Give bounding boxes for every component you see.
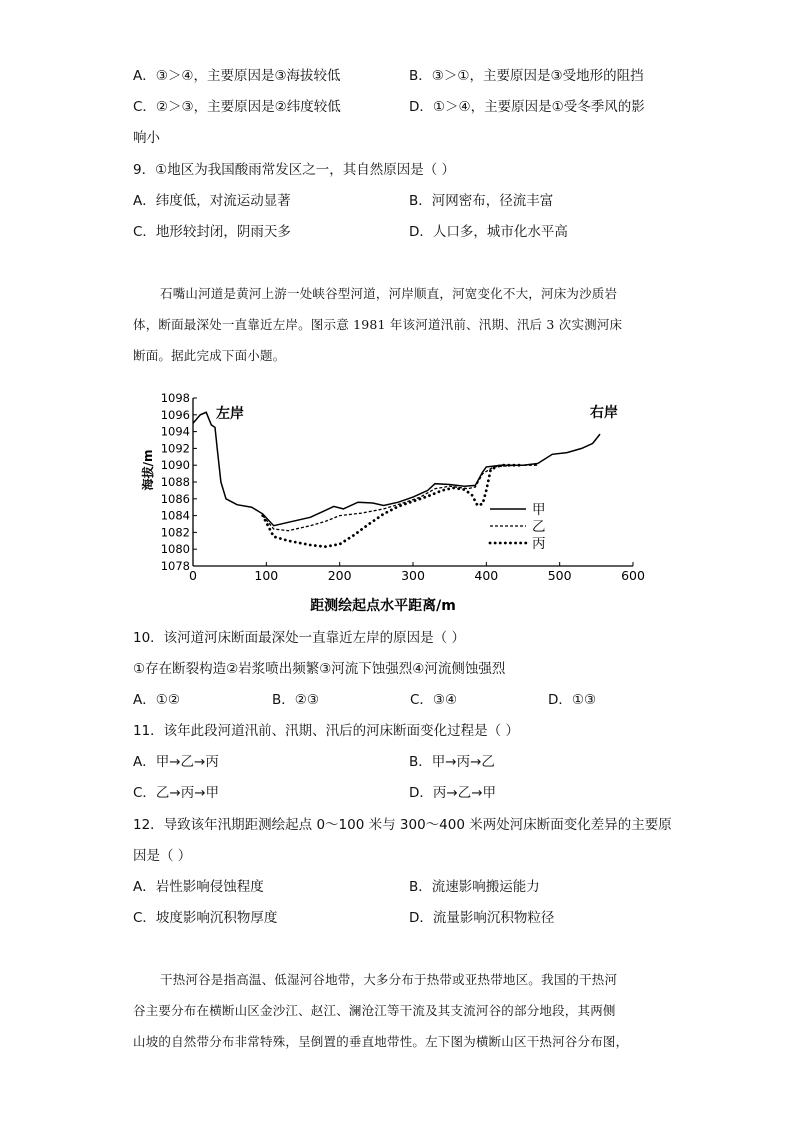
q12-stem-cont: 因是（ ） [133,848,192,864]
q12-stem: 12．导致该年汛期距测绘起点 0～100 米与 300～400 米两处河床断面变化差异的主要原 [133,817,672,833]
q11-option-d: D．丙→乙→甲 [409,785,497,801]
y-tick-label: 1094 [160,424,190,439]
q9-option-b: B．河网密布，径流丰富 [409,193,554,209]
x-tick-label: 600 [621,568,645,583]
q9-stem: 9．①地区为我国酸雨常发区之一，其自然原因是（ ） [133,162,455,178]
passage2-line3: 山坡的自然带分布非常特殊，呈倒置的垂直地带性。左下图为横断山区干热河谷分布图， [133,1034,629,1049]
q11-option-b: B．甲→丙→乙 [409,754,495,770]
chart-legend [490,502,546,552]
q10-option-d: D．①③ [548,692,597,708]
q8-option-b: B．③＞①，主要原因是③受地形的阻挡 [409,68,644,84]
series-line-2 [263,465,538,531]
q9-option-c: C．地形较封闭，阴雨天多 [133,224,291,240]
q10-stem: 10．该河道河床断面最深处一直靠近左岸的原因是（ ） [133,630,465,646]
y-tick-label: 1096 [160,407,190,422]
passage1-line2: 体，断面最深处一直靠近左岸。图示意 1981 年该河道汛前、汛期、汛后 3 次实测河床 [133,317,623,332]
right-bank-label: 右岸 [590,405,618,421]
y-tick-label: 1098 [160,391,190,405]
y-tick-label: 1092 [160,441,190,456]
x-tick-label: 500 [547,568,572,583]
legend-label-2: 乙 [532,519,546,535]
q9-option-a: A．纬度低，对流运动显著 [133,193,291,209]
q11-stem: 11．该年此段河道汛前、汛期、汛后的河床断面变化过程是（ ） [133,723,519,739]
q8-option-d-cont: 响小 [133,130,160,146]
q10-option-a: A．①② [133,692,180,708]
riverbed-cross-section-chart [140,388,660,618]
x-tick-label: 100 [254,568,279,583]
y-tick-label: 1080 [160,542,190,557]
q10-option-c: C．③④ [410,692,458,708]
q12-option-c: C．坡度影响沉积物厚度 [133,910,278,926]
q12-option-a: A．岩性影响侵蚀程度 [133,879,264,895]
x-tick-label: 200 [327,568,352,583]
chart-axes [193,398,633,566]
y-tick-label: 1086 [160,491,190,506]
y-tick-label: 1082 [160,525,190,540]
q8-option-a: A．③＞④，主要原因是③海拔较低 [133,68,341,84]
q10-items: ①存在断裂构造②岩浆喷出频繁③河流下蚀强烈④河流侧蚀强烈 [133,661,506,677]
passage2-line2: 谷主要分布在横断山区金沙江、赵江、澜沧江等干流及其支流河谷的部分地段，其两侧 [133,1003,616,1018]
left-bank-label: 左岸 [216,406,244,422]
legend-label-1: 甲 [532,502,546,518]
y-tick-label: 1090 [160,458,190,473]
y-axis-label: 海拔/m [141,449,155,491]
x-tick-label: 400 [474,568,499,583]
passage2-line1: 干热河谷是指高温、低湿河谷地带，大多分布于热带或亚热带地区。我国的干热河 [160,972,618,987]
passage1-line3: 断面。据此完成下面小题。 [133,348,286,363]
y-tick-label: 1088 [160,475,190,489]
x-tick-label: 0 [189,568,197,583]
q9-option-d: D．人口多，城市化水平高 [409,224,568,240]
legend-label-3: 丙 [532,536,546,552]
q12-option-d: D．流量影响沉积物粒径 [409,910,555,926]
q11-option-c: C．乙→丙→甲 [133,785,220,801]
y-tick-label: 1084 [160,508,190,523]
q8-option-d: D．①＞④，主要原因是①受冬季风的影 [409,99,645,115]
y-tick-label: 1078 [160,559,190,573]
x-tick-label: 300 [401,568,425,583]
series-line-3 [263,465,523,547]
q8-option-c: C．②＞③，主要原因是②纬度较低 [133,99,341,115]
q11-option-a: A．甲→乙→丙 [133,754,219,770]
q12-option-b: B．流速影响搬运能力 [409,879,540,895]
passage1-line1: 石嘴山河道是黄河上游一处峡谷型河道，河岸顺直，河宽变化不大，河床为沙质岩 [160,286,618,301]
x-axis-label: 距测绘起点水平距离/m [310,598,456,614]
q10-option-b: B．②③ [272,692,319,708]
